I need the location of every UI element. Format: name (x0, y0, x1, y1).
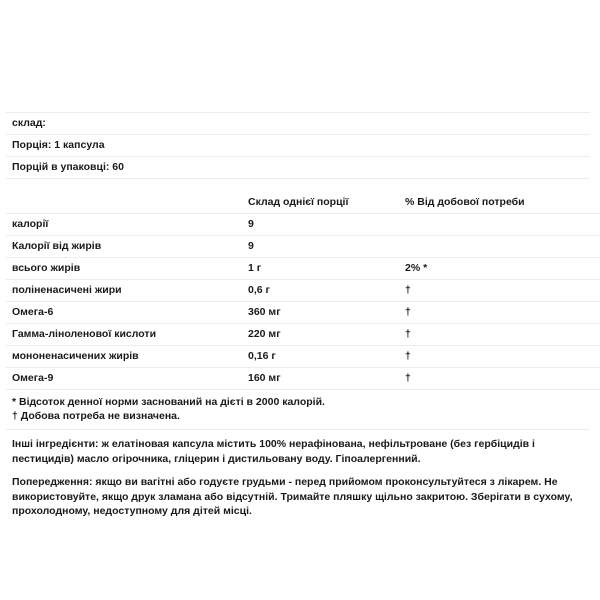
table-row (6, 236, 600, 258)
row-nutrient-daily-value: † (405, 324, 600, 346)
row-nutrient-daily-value: † (405, 302, 600, 324)
table-top-gap (0, 179, 600, 192)
nutrition-facts-table (6, 192, 600, 390)
info-row-composition: склад: (12, 117, 46, 129)
table-row (6, 280, 600, 302)
row-nutrient-amount: 9 (248, 214, 405, 236)
row-nutrient-daily-value: † (405, 368, 600, 390)
other-ingredients-paragraph: Інші інгредієнти: ж елатіновая капсула містить 100% нерафінована, нефільтроване (без гербіцидів і пестицидів) масло огірочника, гліцерин і дистильовану воду. Гіпоалергенний. (12, 438, 535, 465)
row-nutrient-name: Гамма-ліноленової кислоти (6, 324, 248, 346)
row-nutrient-daily-value: 2% * (405, 258, 600, 280)
info-row-serving-size: Порція: 1 капсула (12, 139, 105, 151)
row-nutrient-name: всього жирів (6, 258, 248, 280)
row-nutrient-amount: 220 мг (248, 324, 405, 346)
row-nutrient-daily-value (405, 236, 600, 258)
row-nutrient-amount: 0,16 г (248, 346, 405, 368)
row-nutrient-name: Омега-6 (6, 302, 248, 324)
warning-paragraph: Попередження: якщо ви вагітні або годуєте грудьми - перед прийомом проконсультуйтеся з лікарем. Не використовуйте, якщо друк зламана або відсутній. Тримайте пляшку щільно закритою. Зберігати в сухому, прохолодному, недоступному для дітей місці. (12, 476, 573, 517)
row-nutrient-amount: 160 мг (248, 368, 405, 390)
row-nutrient-name: Калорії від жирів (6, 236, 248, 258)
row-nutrient-amount: 9 (248, 236, 405, 258)
table-row (6, 258, 600, 280)
row-nutrient-daily-value (405, 214, 600, 236)
row-nutrient-daily-value: † (405, 346, 600, 368)
top-spacer (0, 0, 600, 112)
row-nutrient-amount: 1 г (248, 258, 405, 280)
footnote-percent-daily-value: * Відсоток денної норми заснований на дієті в 2000 калорій. (12, 396, 325, 408)
row-nutrient-name: Омега-9 (6, 368, 248, 390)
row-nutrient-amount: 360 мг (248, 302, 405, 324)
row-nutrient-name: мононенасичених жирів (6, 346, 248, 368)
row-nutrient-name: поліненасичені жири (6, 280, 248, 302)
row-nutrient-name: калорії (6, 214, 248, 236)
info-row-servings-per-container: Порцій в упаковці: 60 (12, 161, 124, 173)
table-row (6, 346, 600, 368)
table-header-row (6, 192, 600, 214)
header-cell-amount: Склад однієї порції (248, 192, 405, 214)
header-cell-daily-value: % Від добової потреби (405, 192, 600, 214)
table-row (6, 302, 600, 324)
header-cell-name (6, 192, 248, 214)
row-nutrient-daily-value: † (405, 280, 600, 302)
table-row (6, 324, 600, 346)
footnotes (0, 390, 600, 429)
footnote-daily-value-not-established: † Добова потреба не визначена. (12, 409, 180, 422)
table-row (6, 368, 600, 390)
row-nutrient-amount: 0,6 г (248, 280, 405, 302)
table-row (6, 214, 600, 236)
